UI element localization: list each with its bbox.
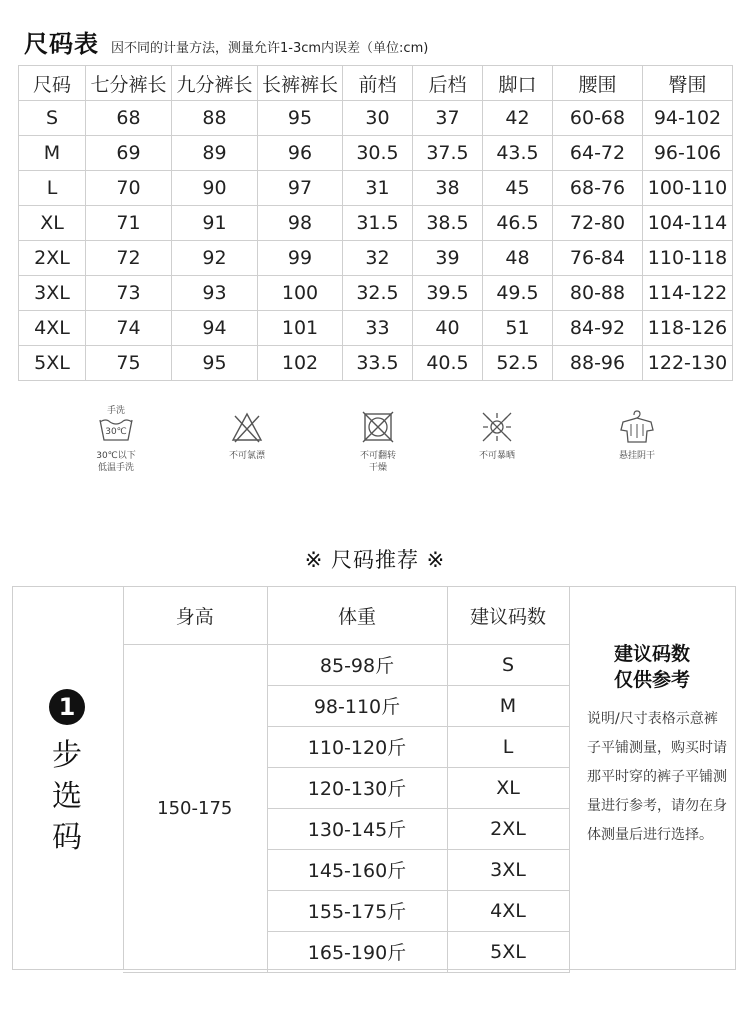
size-cell: 88-96: [553, 346, 643, 381]
recommend-title: ※ 尺码推荐 ※: [304, 548, 446, 572]
size-cell: 84-92: [553, 311, 643, 346]
size-cell: 93: [172, 276, 258, 311]
size-cell: 45: [483, 171, 553, 206]
size-cell: 75: [86, 346, 172, 381]
size-cell: 33: [343, 311, 413, 346]
recommend-header-row: [123, 587, 569, 644]
care-item-no-sun: [457, 402, 537, 462]
size-cell: 38.5: [413, 206, 483, 241]
size-cell: 110-118: [643, 241, 733, 276]
care-item-no-bleach: [207, 402, 287, 462]
size-cell: 39.5: [413, 276, 483, 311]
size-cell: 3XL: [19, 276, 86, 311]
recommend-weight-cell: 98-110斤: [267, 685, 447, 726]
size-cell: 100-110: [643, 171, 733, 206]
size-col-header: 九分裤长: [172, 66, 258, 101]
care-item-hang-dry: [597, 402, 677, 462]
size-cell: 80-88: [553, 276, 643, 311]
size-cell: 100: [258, 276, 343, 311]
size-cell: 37: [413, 101, 483, 136]
size-cell: 30: [343, 101, 413, 136]
size-cell: 95: [258, 101, 343, 136]
care-item-hand-wash: [76, 402, 156, 474]
size-cell: 46.5: [483, 206, 553, 241]
recommend-weight-cell: 110-120斤: [267, 726, 447, 767]
care-instructions: [0, 402, 750, 492]
size-cell: 118-126: [643, 311, 733, 346]
size-cell: 88: [172, 101, 258, 136]
hang-dry-icon: [617, 402, 657, 446]
size-cell: 33.5: [343, 346, 413, 381]
step-panel: [13, 587, 124, 969]
size-cell: 37.5: [413, 136, 483, 171]
size-row: [19, 241, 733, 276]
hand-wash-icon: [96, 402, 136, 446]
size-cell: 68-76: [553, 171, 643, 206]
recommend-size-cell: 4XL: [447, 890, 569, 931]
size-col-header: 臀围: [643, 66, 733, 101]
recommend-size-cell: M: [447, 685, 569, 726]
size-col-header: 前档: [343, 66, 413, 101]
size-cell: 122-130: [643, 346, 733, 381]
size-cell: 94: [172, 311, 258, 346]
recommend-weight-cell: 85-98斤: [267, 644, 447, 685]
recommend-note: [569, 587, 735, 969]
size-cell: 60-68: [553, 101, 643, 136]
size-cell: 38: [413, 171, 483, 206]
recommend-size-cell: 2XL: [447, 808, 569, 849]
size-row: [19, 346, 733, 381]
size-cell: 76-84: [553, 241, 643, 276]
size-table: [18, 65, 733, 381]
recommend-col-size: 建议码数: [447, 587, 569, 644]
size-row: [19, 101, 733, 136]
hand-wash-icon-top-text: 手洗: [106, 406, 126, 416]
page-title: 尺码表: [24, 30, 99, 58]
header: [24, 24, 428, 59]
size-row: [19, 136, 733, 171]
size-cell: 96-106: [643, 136, 733, 171]
recommend-weight-cell: 145-160斤: [267, 849, 447, 890]
recommend-size-cell: XL: [447, 767, 569, 808]
hand-wash-icon-temp: 30℃: [105, 427, 127, 437]
size-cell: 69: [86, 136, 172, 171]
size-row: [19, 171, 733, 206]
care-label-hand-wash: 30℃以下 低温手洗: [96, 451, 136, 473]
size-cell: 48: [483, 241, 553, 276]
size-cell: M: [19, 136, 86, 171]
recommend-row: [123, 644, 569, 685]
size-cell: XL: [19, 206, 86, 241]
size-cell: 43.5: [483, 136, 553, 171]
size-table-header-row: [19, 66, 733, 101]
size-cell: 101: [258, 311, 343, 346]
recommend-size-cell: L: [447, 726, 569, 767]
size-cell: 70: [86, 171, 172, 206]
size-cell: 91: [172, 206, 258, 241]
size-col-header: 长裤裤长: [258, 66, 343, 101]
recommend-weight-cell: 120-130斤: [267, 767, 447, 808]
size-cell: 73: [86, 276, 172, 311]
size-cell: 71: [86, 206, 172, 241]
size-cell: 72: [86, 241, 172, 276]
size-cell: 39: [413, 241, 483, 276]
no-tumble-dry-icon: [358, 402, 398, 446]
recommend-box: [12, 586, 736, 970]
size-cell: 96: [258, 136, 343, 171]
size-cell: 31: [343, 171, 413, 206]
size-cell: 92: [172, 241, 258, 276]
size-cell: 49.5: [483, 276, 553, 311]
step-number-badge: 1: [49, 689, 85, 725]
size-cell: 68: [86, 101, 172, 136]
size-cell: 5XL: [19, 346, 86, 381]
note-body: 说明/尺寸表格示意裤子平铺测量，购买时请那平时穿的裤子平铺测量进行参考，请勿在身体测量后进行选择。: [587, 711, 727, 843]
size-cell: 72-80: [553, 206, 643, 241]
note-title-line-2: 仅供参考: [613, 669, 690, 691]
care-label-no-sun: 不可暴晒: [478, 451, 515, 461]
size-cell: 64-72: [553, 136, 643, 171]
size-cell: 40: [413, 311, 483, 346]
size-col-header: 脚口: [483, 66, 553, 101]
recommend-weight-cell: 130-145斤: [267, 808, 447, 849]
recommend-height-cell: 150-175: [123, 644, 267, 972]
size-cell: 104-114: [643, 206, 733, 241]
no-sun-icon: [477, 402, 517, 446]
size-cell: 90: [172, 171, 258, 206]
recommend-size-cell: 5XL: [447, 931, 569, 972]
size-cell: 99: [258, 241, 343, 276]
size-cell: 32: [343, 241, 413, 276]
size-cell: 97: [258, 171, 343, 206]
recommend-size-cell: S: [447, 644, 569, 685]
size-cell: 94-102: [643, 101, 733, 136]
size-cell: 2XL: [19, 241, 86, 276]
recommend-weight-cell: 165-190斤: [267, 931, 447, 972]
size-col-header: 七分裤长: [86, 66, 172, 101]
size-row: [19, 311, 733, 346]
size-cell: S: [19, 101, 86, 136]
recommend-weight-cell: 155-175斤: [267, 890, 447, 931]
size-cell: 40.5: [413, 346, 483, 381]
size-cell: 30.5: [343, 136, 413, 171]
size-col-header: 腰围: [553, 66, 643, 101]
care-label-hang-dry: 悬挂阴干: [618, 451, 655, 461]
step-label: 步选码: [52, 738, 82, 855]
size-cell: 98: [258, 206, 343, 241]
note-title-line-1: 建议码数: [613, 643, 690, 665]
recommend-size-cell: 3XL: [447, 849, 569, 890]
size-col-header: 后档: [413, 66, 483, 101]
size-col-header: 尺码: [19, 66, 86, 101]
size-cell: 4XL: [19, 311, 86, 346]
recommend-table: [123, 587, 570, 973]
care-item-no-tumble-dry: [338, 402, 418, 474]
care-label-no-tumble-dry: 不可翻转 干燥: [359, 451, 396, 473]
size-cell: 102: [258, 346, 343, 381]
size-row: [19, 276, 733, 311]
no-bleach-icon: [227, 402, 267, 446]
size-cell: L: [19, 171, 86, 206]
size-cell: 42: [483, 101, 553, 136]
size-row: [19, 206, 733, 241]
note-title: [569, 641, 735, 693]
size-cell: 74: [86, 311, 172, 346]
recommend-col-weight: 体重: [267, 587, 447, 644]
size-cell: 32.5: [343, 276, 413, 311]
size-cell: 114-122: [643, 276, 733, 311]
size-cell: 89: [172, 136, 258, 171]
size-cell: 95: [172, 346, 258, 381]
recommend-col-height: 身高: [123, 587, 267, 644]
size-cell: 31.5: [343, 206, 413, 241]
size-cell: 51: [483, 311, 553, 346]
page-subtitle: 因不同的计量方法，测量允许1-3cm内误差（单位:cm): [111, 41, 429, 56]
care-label-no-bleach: 不可氯漂: [228, 451, 265, 461]
size-cell: 52.5: [483, 346, 553, 381]
